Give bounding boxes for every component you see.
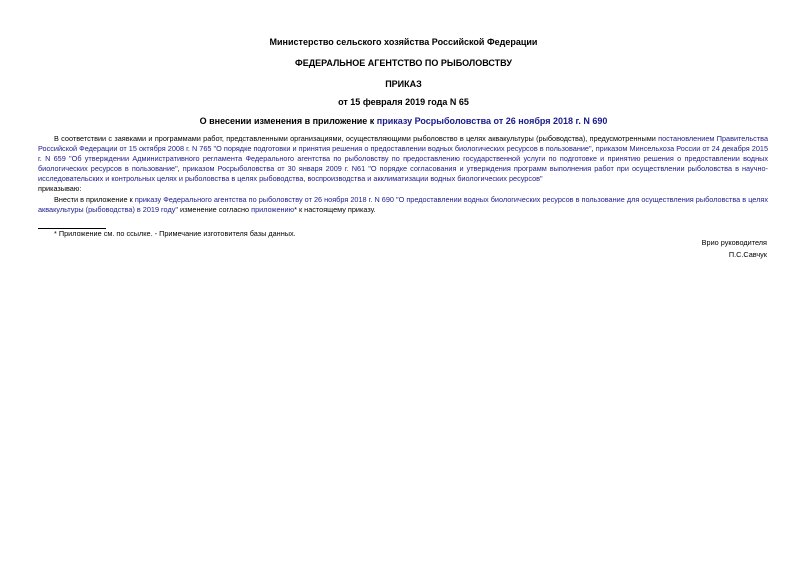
appendix-link[interactable]: приложению	[251, 205, 295, 214]
preamble-separator-1: ,	[591, 144, 596, 153]
amendment-text-middle: изменение согласно	[177, 205, 252, 214]
preamble-text-start: В соответствии с заявками и программами работ, представленными организациями, осуществляющими рыболовство в целях аквакультуры (рыбоводства), предусмотренными	[54, 134, 659, 143]
agency-title: ФЕДЕРАЛЬНОЕ АГЕНТСТВО ПО РЫБОЛОВСТВУ	[295, 58, 512, 68]
preamble-paragraph	[38, 134, 768, 184]
ministry-order-link[interactable]: приказом Минсельхоза России от 24 декабря 2015 г. N 659 "Об утверждении Административного регламента Федерального агентства по рыболовству по предоставлению государственной услуги по подготовке и принятию решения о предоставлении водных биологических ресурсов в пользование"	[38, 144, 769, 173]
document-type: ПРИКАЗ	[385, 79, 422, 89]
preamble-separator-2: ,	[177, 164, 183, 173]
ministry-title: Министерство сельского хозяйства Российской Федерации	[269, 37, 538, 47]
document-date: от 15 февраля 2019 года N 65	[338, 97, 469, 107]
amended-order-link[interactable]: приказу Федерального агентства по рыболовству от 26 ноября 2018 г. N 690 "О предоставлении водных биологических ресурсов в пользование для осуществления рыболовства в целях аквакультуры (рыбоводства) в 2019 году"	[38, 195, 768, 214]
amendment-text-end: * к настоящему приказу.	[294, 205, 376, 214]
fishery-order-link[interactable]: приказом Росрыболовства от 30 января 2009 г. N61 "О порядке согласования и утверждения программ выполнения работ при осуществлении рыболовства в научно-исследовательских и контрольных целях и рыболовства в целях рыбоводства, воспроизводства и акклиматизации водных биологических ресурсов"	[38, 164, 768, 183]
amendment-paragraph	[38, 195, 768, 215]
footnote-text: * Приложение см. по ссылке. - Примечание изготовителя базы данных.	[54, 229, 296, 238]
amendment-text-start: Внести в приложение к	[54, 195, 135, 204]
subject-prefix: О внесении изменения в приложение к	[199, 116, 377, 126]
document-subject	[0, 116, 807, 127]
subject-order-link[interactable]: приказу Росрыболовства от 26 ноября 2018 г. N 690	[376, 116, 608, 126]
signatory-name: П.С.Савчук	[728, 250, 767, 259]
order-word: приказываю:	[38, 184, 82, 193]
government-resolution-link[interactable]: постановлением Правительства Российской Федерации от 15 октября 2008 г. N 765 "О порядке подготовки и принятия решения о предоставлении водных биологических ресурсов в пользование"	[38, 134, 769, 153]
signatory-position: Врио руководителя	[701, 238, 767, 247]
